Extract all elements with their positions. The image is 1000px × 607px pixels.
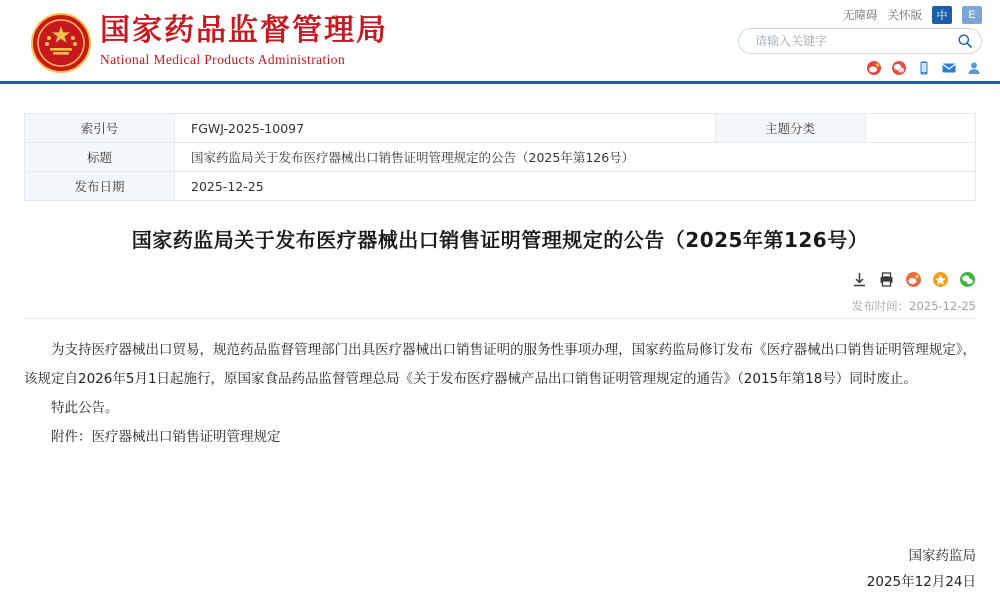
mail-icon[interactable] bbox=[941, 60, 957, 76]
meta-label-date: 发布日期 bbox=[25, 172, 175, 201]
lang-zh-button[interactable]: 中 bbox=[932, 6, 952, 24]
search-icon[interactable] bbox=[957, 33, 973, 49]
meta-value-date: 2025-12-25 bbox=[175, 172, 976, 201]
share-wechat-icon[interactable] bbox=[959, 271, 976, 288]
lang-en-button[interactable]: E bbox=[962, 6, 982, 24]
download-icon[interactable] bbox=[851, 271, 868, 288]
meta-label-category: 主题分类 bbox=[715, 114, 865, 143]
share-weibo-icon[interactable] bbox=[905, 271, 922, 288]
page-title: 国家药监局关于发布医疗器械出口销售证明管理规定的公告（2025年第126号） bbox=[131, 228, 869, 252]
table-row bbox=[25, 114, 976, 143]
table-row bbox=[25, 172, 976, 201]
site-header bbox=[0, 0, 1000, 84]
weibo-icon[interactable] bbox=[866, 60, 882, 76]
meta-value-index: FGWJ-2025-10097 bbox=[175, 114, 716, 143]
social-links bbox=[866, 60, 982, 76]
meta-value-category bbox=[865, 114, 975, 143]
meta-label-index: 索引号 bbox=[25, 114, 175, 143]
publish-time: 发布时间：2025-12-25 bbox=[851, 299, 976, 313]
user-icon[interactable] bbox=[966, 60, 982, 76]
accessibility-link[interactable]: 无障碍 bbox=[843, 10, 878, 22]
wechat-alt-icon[interactable] bbox=[891, 60, 907, 76]
document-body bbox=[24, 336, 976, 452]
search-input[interactable] bbox=[753, 33, 957, 49]
table-row bbox=[25, 143, 976, 172]
signature-org: 国家药监局 bbox=[908, 548, 976, 564]
top-links bbox=[843, 6, 982, 24]
care-version-link[interactable]: 关怀版 bbox=[887, 10, 922, 22]
mobile-icon[interactable] bbox=[916, 60, 932, 76]
signature-date: 2025年12月24日 bbox=[866, 574, 976, 590]
body-paragraph-1: 为支持医疗器械出口贸易，规范药品监督管理部门出具医疗器械出口销售证明的服务性事项办理，国家药监局修订发布《医疗器械出口销售证明管理规定》，该规定自2026年5月1日起施行，原国家食品药品监督管理总局《关于发布医疗器械产品出口销售证明管理规定的通告》（2015年第18号）同时废止。 bbox=[24, 342, 976, 387]
share-favorite-icon[interactable] bbox=[932, 271, 949, 288]
meta-label-title: 标题 bbox=[25, 143, 175, 172]
document-actions bbox=[851, 271, 976, 288]
print-icon[interactable] bbox=[878, 271, 895, 288]
brand-title-en: National Medical Products Administration bbox=[100, 52, 346, 67]
attachment-link[interactable]: 附件：医疗器械出口销售证明管理规定 bbox=[51, 429, 281, 445]
search-box[interactable] bbox=[738, 28, 982, 54]
document-meta-table bbox=[24, 113, 976, 201]
document-signature bbox=[867, 543, 976, 595]
meta-value-title: 国家药监局关于发布医疗器械出口销售证明管理规定的公告（2025年第126号） bbox=[175, 143, 976, 172]
brand-title-cn: 国家药品监督管理局 bbox=[100, 13, 388, 48]
site-brand[interactable] bbox=[100, 14, 388, 68]
body-paragraph-2: 特此公告。 bbox=[51, 400, 119, 416]
national-emblem-icon bbox=[30, 12, 92, 74]
divider bbox=[24, 318, 976, 319]
